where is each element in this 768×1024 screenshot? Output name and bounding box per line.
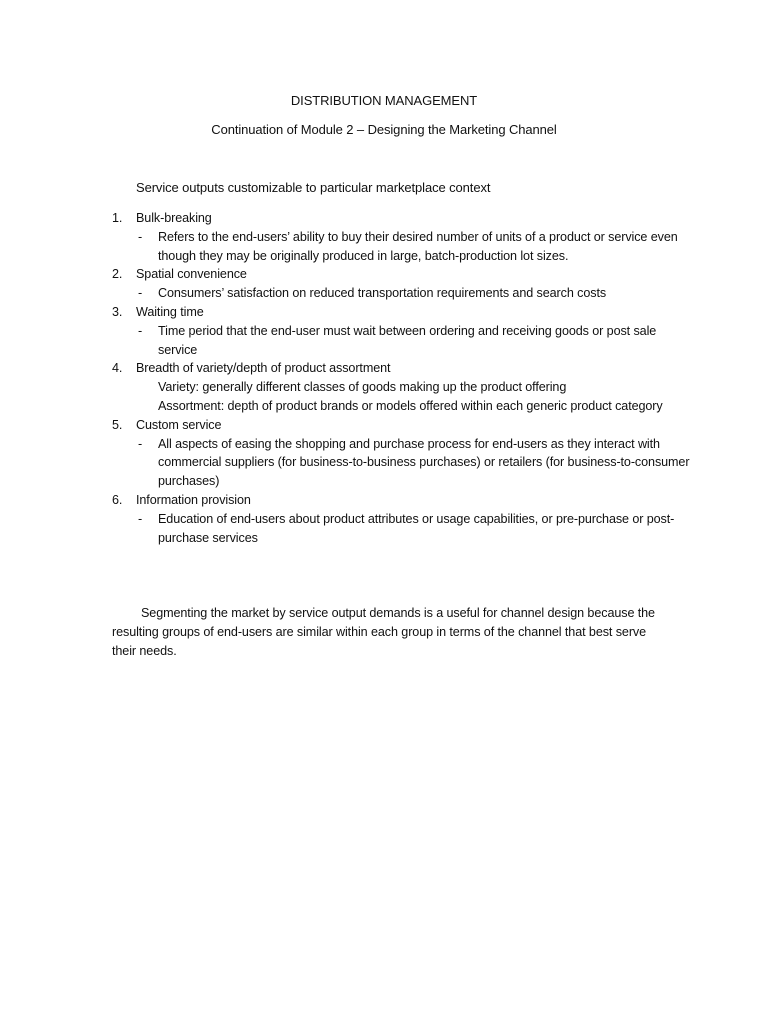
list-item-title: Information provision xyxy=(136,492,251,507)
list-item-title: Waiting time xyxy=(136,304,204,319)
dash-marker: - xyxy=(138,229,143,244)
dash-marker: - xyxy=(138,323,143,338)
list-item-title: Bulk-breaking xyxy=(136,211,212,225)
service-outputs-list xyxy=(112,209,692,547)
list-item-bullet xyxy=(112,228,692,266)
bullet-text: Refers to the end-users’ ability to buy their desired number of units of a product or service even though they may be originally produced in large, batch-production lot sizes. xyxy=(158,229,678,263)
list-item xyxy=(112,416,692,491)
list-item xyxy=(112,303,692,359)
list-item xyxy=(112,359,692,415)
list-item xyxy=(112,265,692,303)
document-title: DISTRIBUTION MANAGEMENT xyxy=(290,93,478,108)
list-item-number: 6. xyxy=(112,492,123,507)
dash-marker: - xyxy=(138,436,143,451)
list-item xyxy=(112,209,692,265)
list-item-line: Assortment: depth of product brands or models offered within each generic product category xyxy=(158,398,663,413)
list-item xyxy=(112,491,692,547)
list-item-title: Breadth of variety/depth of product assortment xyxy=(136,361,391,376)
dash-marker: - xyxy=(138,286,143,301)
list-item-number: 3. xyxy=(112,304,123,319)
list-item-bullet xyxy=(112,435,692,491)
list-item-heading xyxy=(112,209,692,228)
list-item-heading xyxy=(112,416,692,435)
list-item-number: 2. xyxy=(112,267,123,282)
list-item-bullet xyxy=(112,284,692,303)
bullet-text: Education of end-users about product attributes or usage capabilities, or pre-purchase or post-purchase services xyxy=(158,511,675,545)
list-item-title: Custom service xyxy=(136,417,222,432)
list-item-heading xyxy=(112,491,692,510)
list-item-heading xyxy=(112,265,692,284)
intro-line: Service outputs customizable to particular marketplace context xyxy=(136,180,491,195)
list-item-heading xyxy=(112,359,692,378)
list-item-number: 5. xyxy=(112,417,123,432)
document-subtitle: Continuation of Module 2 – Designing the Marketing Channel xyxy=(211,122,557,137)
closing-paragraph: Segmenting the market by service output demands is a useful for channel design because the resulting groups of end-users are similar within each group in terms of the channel that best serve their needs. xyxy=(112,606,655,658)
dash-marker: - xyxy=(138,511,143,526)
list-item-bullet xyxy=(112,322,692,360)
list-item-heading xyxy=(112,303,692,322)
list-item-number: 4. xyxy=(112,361,123,376)
list-item-bullet xyxy=(112,510,692,548)
list-item-number: 1. xyxy=(112,211,123,225)
bullet-text: Consumers’ satisfaction on reduced transportation requirements and search costs xyxy=(158,286,607,301)
bullet-text: Time period that the end-user must wait between ordering and receiving goods or post sale service xyxy=(158,323,657,357)
list-item-title: Spatial convenience xyxy=(136,267,247,282)
bullet-text: All aspects of easing the shopping and purchase process for end-users as they interact with commercial suppliers (for business-to-business purchases) or retailers (for business-to-consumer purchases) xyxy=(158,436,690,489)
list-item-line: Variety: generally different classes of goods making up the product offering xyxy=(158,380,567,395)
